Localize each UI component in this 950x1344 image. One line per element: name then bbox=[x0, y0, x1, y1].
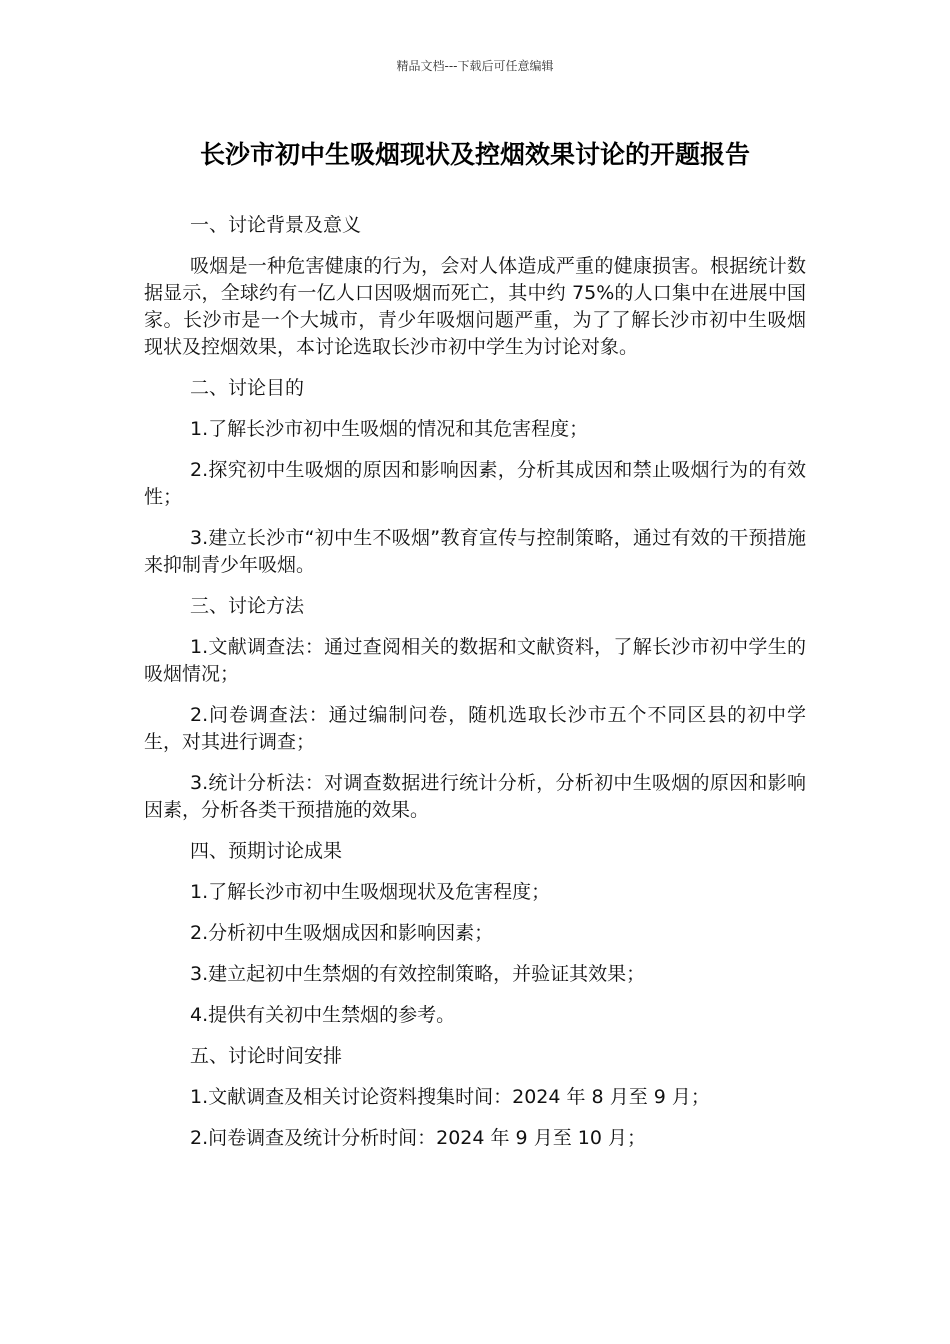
result-item-2: 2.分析初中生吸烟成因和影响因素； bbox=[190, 922, 494, 944]
method-item-2: 2.问卷调查法：通过编制问卷，随机选取长沙市五个不同区县的初中学生，对其进行调查； bbox=[144, 704, 806, 753]
section-heading-purpose: 二、讨论目的 bbox=[190, 377, 305, 399]
result-item-3: 3.建立起初中生禁烟的有效控制策略，并验证其效果； bbox=[190, 963, 646, 985]
section-heading-results: 四、预期讨论成果 bbox=[190, 840, 343, 862]
purpose-item-1: 1.了解长沙市初中生吸烟的情况和其危害程度； bbox=[190, 418, 589, 440]
schedule-item-2: 2.问卷调查及统计分析时间：2024 年 9 月至 10 月； bbox=[190, 1127, 646, 1149]
result-item-1: 1.了解长沙市初中生吸烟现状及危害程度； bbox=[190, 881, 551, 903]
section-heading-methods: 三、讨论方法 bbox=[190, 595, 305, 617]
section-heading-schedule: 五、讨论时间安排 bbox=[190, 1045, 343, 1067]
method-item-3: 3.统计分析法：对调查数据进行统计分析，分析初中生吸烟的原因和影响因素，分析各类干预措施的效果。 bbox=[144, 772, 806, 821]
document-body bbox=[144, 212, 806, 1166]
section-heading-background: 一、讨论背景及意义 bbox=[190, 214, 362, 236]
header-note: 精品文档---下载后可任意编辑 bbox=[396, 59, 554, 73]
purpose-item-3: 3.建立长沙市“初中生不吸烟”教育宣传与控制策略，通过有效的干预措施来抑制青少年吸烟。 bbox=[144, 527, 806, 576]
schedule-item-1: 1.文献调查及相关讨论资料搜集时间：2024 年 8 月至 9 月； bbox=[190, 1086, 710, 1108]
document-title: 长沙市初中生吸烟现状及控烟效果讨论的开题报告 bbox=[199, 140, 750, 169]
method-item-1: 1.文献调查法：通过查阅相关的数据和文献资料，了解长沙市初中学生的吸烟情况； bbox=[144, 636, 806, 685]
paragraph-background: 吸烟是一种危害健康的行为，会对人体造成严重的健康损害。根据统计数据显示，全球约有一亿人口因吸烟而死亡，其中约 75%的人口集中在进展中国家。长沙市是一个大城市，青少年吸烟问题严重，为了了解长沙市初中生吸烟现状及控烟效果，本讨论选取长沙市初中学生为讨论对象。 bbox=[144, 255, 806, 358]
result-item-4: 4.提供有关初中生禁烟的参考。 bbox=[190, 1004, 456, 1026]
purpose-item-2: 2.探究初中生吸烟的原因和影响因素，分析其成因和禁止吸烟行为的有效性； bbox=[144, 459, 806, 508]
